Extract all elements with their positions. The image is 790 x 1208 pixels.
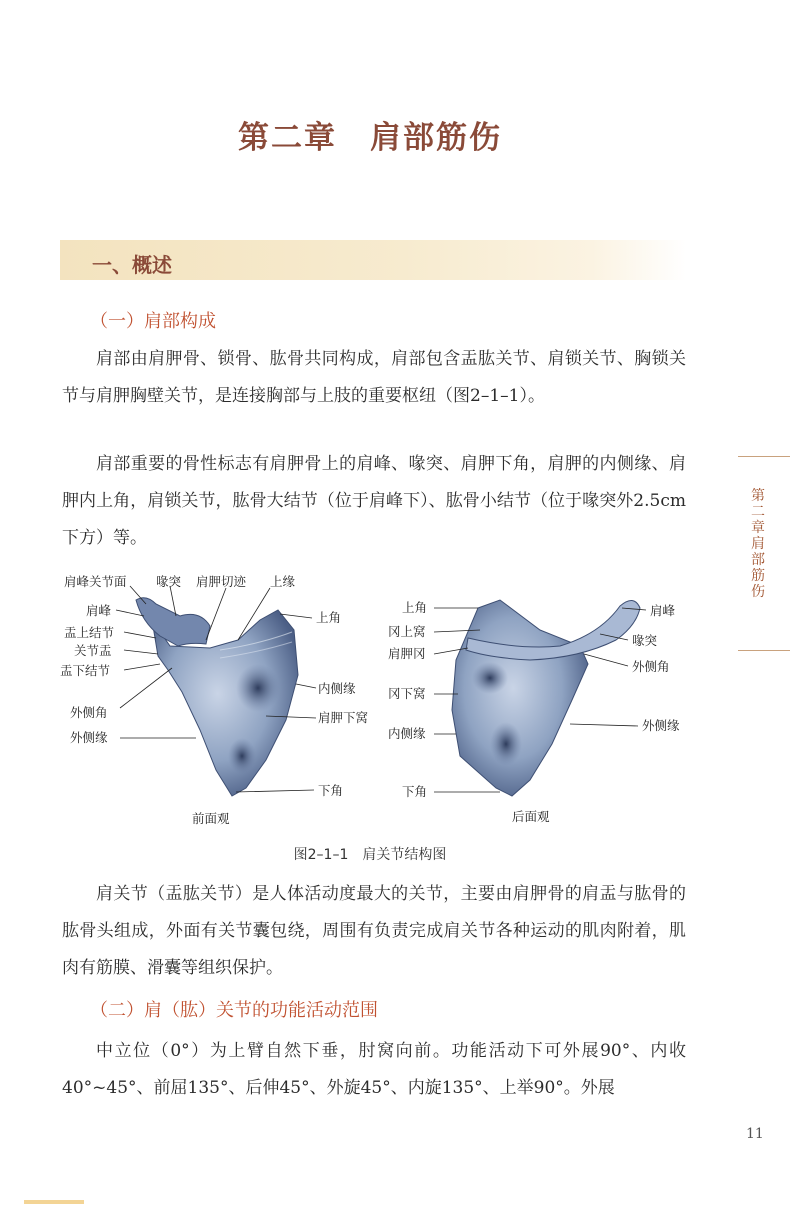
label-infraspinous: 冈下窝 — [388, 686, 426, 701]
label-acromial-facet: 肩峰关节面 — [64, 574, 127, 589]
label-medial-border-front: 内侧缘 — [318, 681, 356, 696]
label-supraglenoid: 盂上结节 — [64, 625, 115, 640]
label-scapular-notch: 肩胛切迹 — [196, 574, 247, 589]
side-tab-rule-bottom — [738, 650, 790, 651]
front-scapula-shape — [136, 598, 298, 796]
paragraph-1: 肩部由肩胛骨、锁骨、肱骨共同构成，肩部包含盂肱关节、肩锁关节、胸锁关节与肩胛胸壁关节，是连接胸部与上肢的重要枢纽（图2–1–1）。 — [62, 349, 686, 406]
scapula-illustration — [60, 560, 700, 835]
page-number: 11 — [746, 1126, 764, 1142]
label-front-view: 前面观 — [192, 811, 230, 826]
label-superior-angle-back: 上角 — [402, 600, 428, 615]
chapter-title: 第二章 肩部筋伤 — [238, 120, 502, 156]
label-subscapular-fossa: 肩胛下窝 — [318, 710, 369, 725]
subsection-title-1: （一）肩部构成 — [90, 311, 216, 332]
paragraph-3: 肩关节（盂肱关节）是人体活动度最大的关节，主要由肩胛骨的肩盂与肱骨的肱骨头组成，外面有关节囊包绕，周围有负责完成肩关节各种运动的肌肉附着，肌肉有筋膜、滑囊等组织保护。 — [62, 884, 686, 978]
corner-mark — [24, 1200, 84, 1204]
label-lateral-border-front: 外侧缘 — [70, 730, 108, 745]
label-scapular-spine: 肩胛冈 — [388, 646, 426, 661]
label-coracoid-back: 喙突 — [632, 633, 658, 648]
back-scapula-shape — [452, 600, 640, 796]
label-lateral-border-back: 外侧缘 — [642, 718, 680, 733]
label-lateral-angle-front: 外侧角 — [70, 705, 108, 720]
section-title: 一、概述 — [92, 253, 172, 277]
subsection-title-2: （二）肩（肱）关节的功能活动范围 — [90, 1000, 378, 1021]
label-superior-angle-front: 上角 — [316, 610, 342, 625]
label-superior-border: 上缘 — [270, 574, 296, 589]
label-infraglenoid: 盂下结节 — [60, 663, 111, 678]
paragraph-2: 肩部重要的骨性标志有肩胛骨上的肩峰、喙突、肩胛下角，肩胛的内侧缘、肩胛内上角，肩锁关节，肱骨大结节（位于肩峰下）、肱骨小结节（位于喙突外2.5cm下方）等。 — [62, 454, 686, 548]
label-supraspinous: 冈上窝 — [388, 624, 426, 639]
paragraph-4: 中立位（0°）为上臂自然下垂，肘窝向前。功能活动下可外展90°、内收40°~45°、前屈135°、后伸45°、外旋45°、内旋135°、上举90°。外展 — [62, 1041, 686, 1098]
figure-caption: 图2–1–1 肩关节结构图 — [293, 847, 447, 863]
label-acromion-front: 肩峰 — [86, 603, 112, 618]
label-acromion-back: 肩峰 — [650, 603, 676, 618]
label-back-view: 后面观 — [512, 809, 550, 824]
side-tab-label: 第二章 肩部筋伤 — [751, 488, 779, 600]
label-medial-border-back: 内侧缘 — [388, 726, 426, 741]
label-lateral-angle-back: 外侧角 — [632, 659, 670, 674]
label-glenoid: 关节盂 — [74, 643, 112, 658]
label-coracoid-front: 喙突 — [156, 574, 182, 589]
label-inferior-angle-front: 下角 — [318, 783, 344, 798]
label-inferior-angle-back: 下角 — [402, 784, 428, 799]
scapula-figure — [60, 560, 700, 835]
side-tab-rule-top — [738, 456, 790, 457]
